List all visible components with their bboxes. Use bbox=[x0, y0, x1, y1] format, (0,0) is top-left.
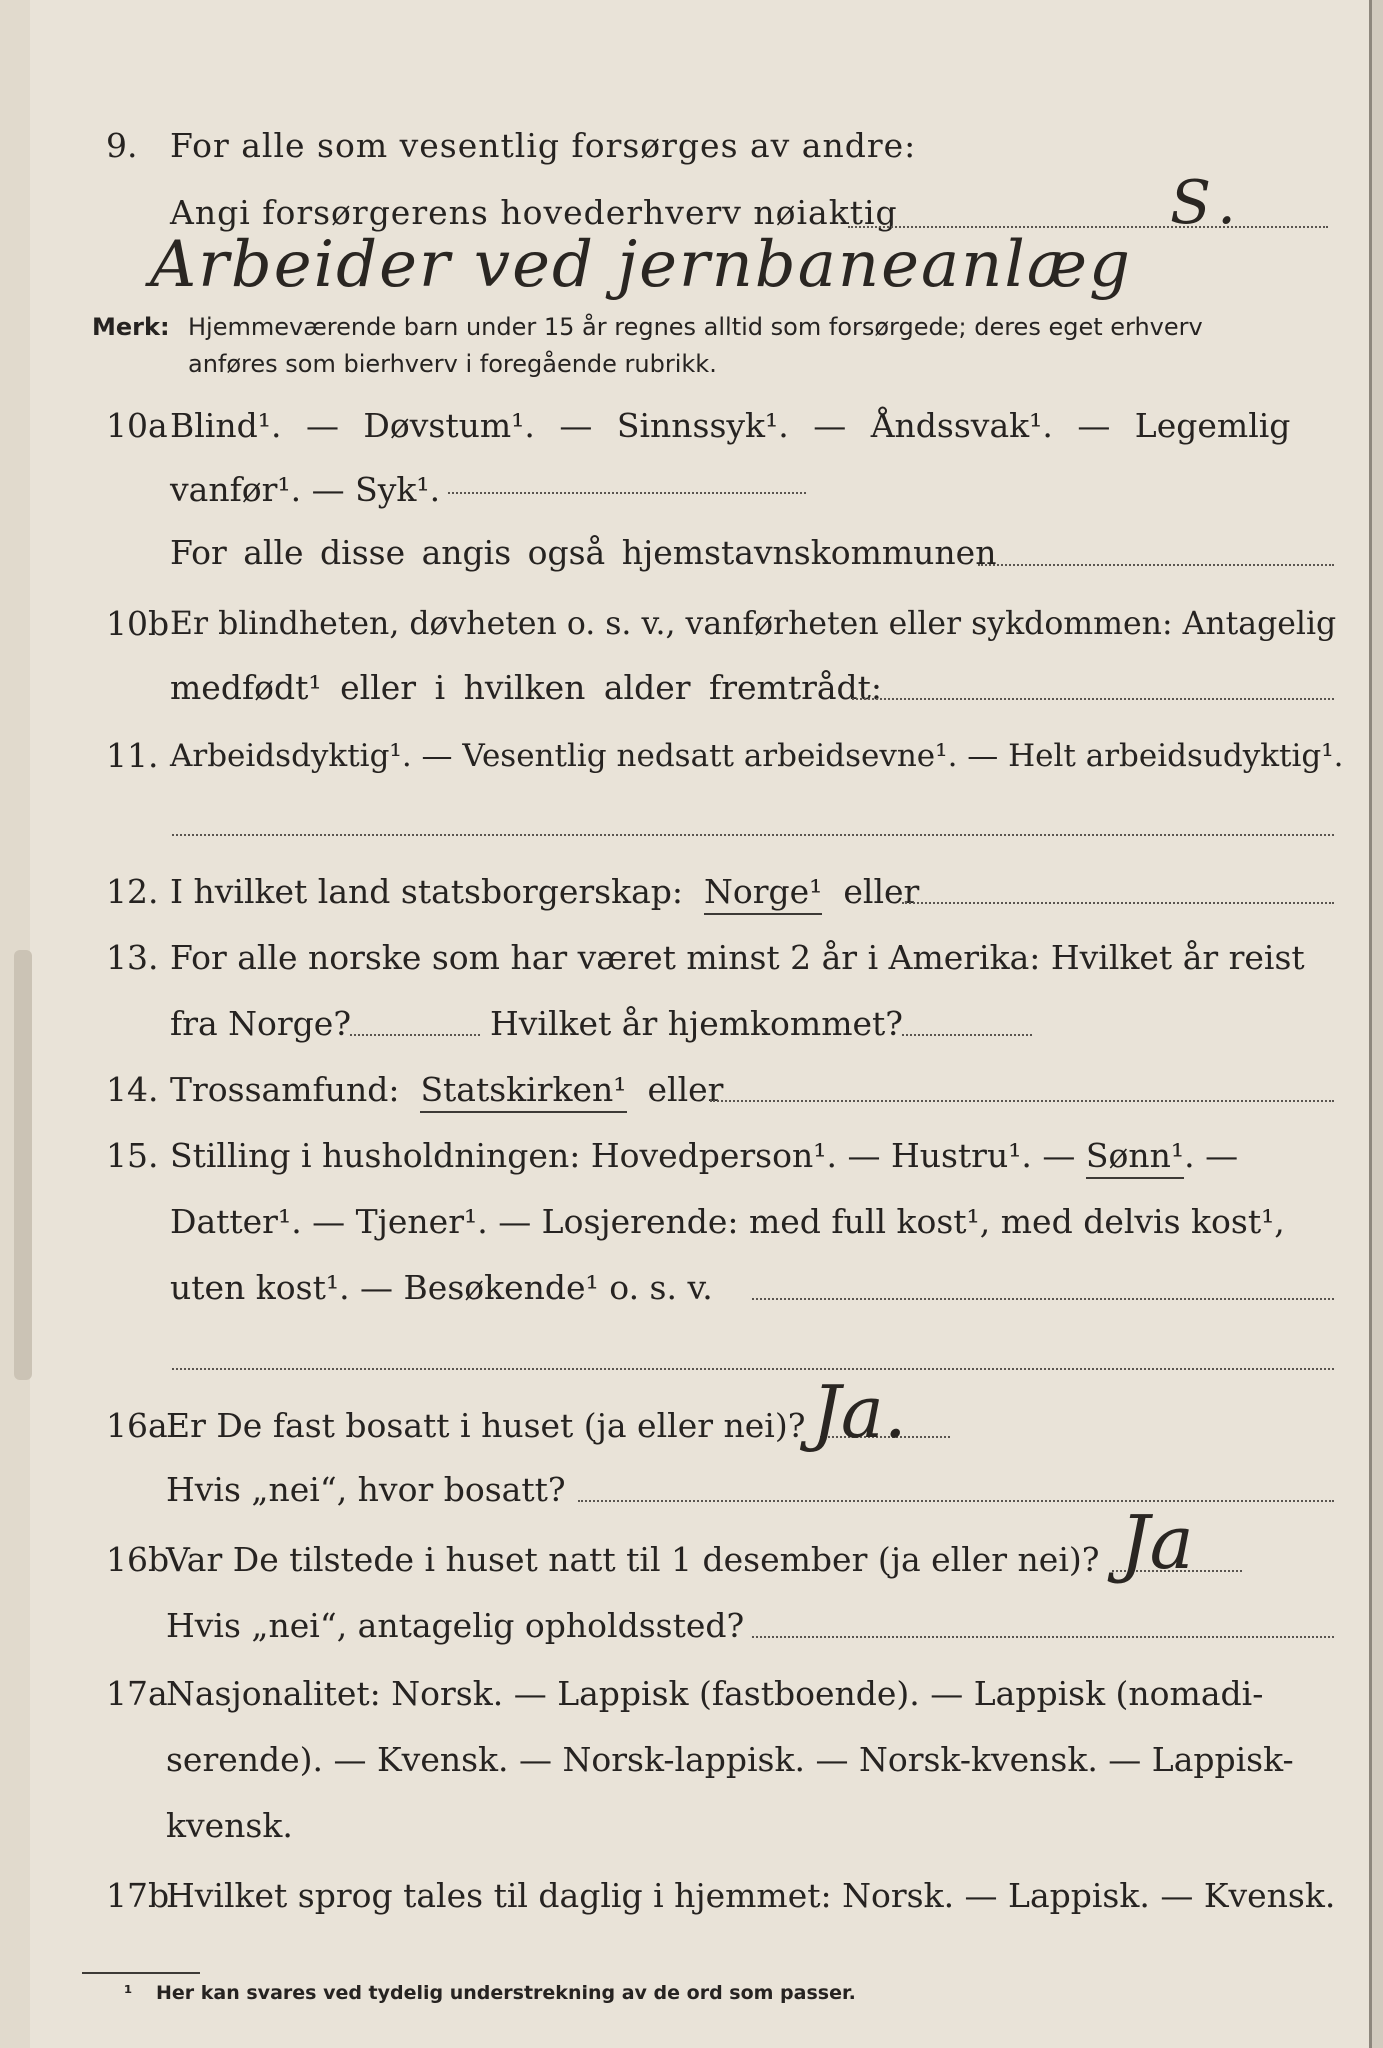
q12-number: 12. bbox=[106, 872, 159, 911]
q17b-line1: Hvilket sprog tales til daglig i hjemmet: Norsk. — Lappisk. — Kvensk. bbox=[166, 1876, 1336, 1915]
q16b-line1: Var De tilstede i huset natt til 1 desember (ja eller nei)? bbox=[166, 1540, 1100, 1579]
merk-line1: Hjemmeværende barn under 15 år regnes alltid som forsørgede; deres eget erhverv bbox=[188, 313, 1203, 341]
q15-line1-end: . — bbox=[1184, 1136, 1239, 1175]
q17a-line2: serende). — Kvensk. — Norsk-lappisk. — Norsk-kvensk. — Lappisk- bbox=[166, 1740, 1294, 1779]
q13-hjemkommet-fill-line bbox=[902, 1034, 1032, 1036]
q15-line1-text: Stilling i husholdningen: Hovedperson¹. — Hustru¹. — bbox=[170, 1136, 1076, 1175]
q16a-line1: Er De fast bosatt i huset (ja eller nei)? bbox=[166, 1406, 806, 1445]
q9-line1: For alle som vesentlig forsørges av andre: bbox=[170, 126, 917, 165]
q17a-line3: kvensk. bbox=[166, 1806, 293, 1845]
q15-line2: Datter¹. — Tjener¹. — Losjerende: med full kost¹, med delvis kost¹, bbox=[170, 1202, 1285, 1241]
q17a-line1: Nasjonalitet: Norsk. — Lappisk (fastboende). — Lappisk (nomadi- bbox=[166, 1674, 1264, 1713]
q12-eller: eller bbox=[843, 872, 920, 911]
footnote-rule bbox=[82, 1972, 200, 1974]
q11-fill-line bbox=[172, 834, 1334, 836]
q10a-syk-fill-line bbox=[448, 492, 806, 494]
page-wear-mark bbox=[14, 950, 32, 1380]
q10a-line2: vanfør¹. — Syk¹. bbox=[170, 470, 441, 509]
q10b-number: 10b bbox=[106, 604, 170, 643]
q14-option-statskirken: Statskirken¹ bbox=[420, 1070, 626, 1113]
q9-line2: Angi forsørgerens hovederhverv nøiaktig bbox=[170, 193, 898, 232]
q12-fill-line bbox=[902, 902, 1334, 904]
merk-label bbox=[92, 307, 170, 347]
q10a-hjemstavn-fill-line bbox=[978, 564, 1334, 566]
q14-line bbox=[170, 1060, 723, 1120]
q14-text: Trossamfund: bbox=[170, 1070, 400, 1109]
q11-line1: Arbeidsdyktig¹. — Vesentlig nedsatt arbeidsevne¹. — Helt arbeidsudyktig¹. bbox=[170, 738, 1344, 774]
q17b-number: 17b bbox=[106, 1876, 170, 1915]
q16b-opholdssted-fill-line bbox=[752, 1636, 1334, 1638]
merk-line2: anføres som bierhverv i foregående rubrikk. bbox=[188, 350, 717, 378]
q12-text: I hvilket land statsborgerskap: bbox=[170, 872, 684, 911]
q9-handwritten-s: S. bbox=[1170, 168, 1245, 238]
q10b-line2: medfødt¹ eller i hvilken alder fremtrådt: bbox=[170, 668, 883, 707]
q12-option-norge: Norge¹ bbox=[704, 872, 822, 915]
q11-number: 11. bbox=[106, 736, 159, 775]
q13-line1: For alle norske som har været minst 2 år i Amerika: Hvilket år reist bbox=[170, 938, 1305, 977]
q17a-number: 17a bbox=[106, 1674, 168, 1713]
q12-line bbox=[170, 862, 919, 922]
q9-handwritten-answer: Arbeider ved jernbaneanlæg bbox=[150, 228, 1132, 302]
q13-reist-fill-line bbox=[350, 1034, 480, 1036]
q13-number: 13. bbox=[106, 938, 159, 977]
q10a-number: 10a bbox=[106, 406, 168, 445]
q15-fill-line bbox=[752, 1298, 1334, 1300]
merk-label-text: Merk: bbox=[92, 313, 170, 341]
q15-fill-line-2 bbox=[172, 1368, 1334, 1370]
q16b-number: 16b bbox=[106, 1540, 170, 1579]
q15-line1 bbox=[170, 1126, 1238, 1186]
q15-line3: uten kost¹. — Besøkende¹ o. s. v. bbox=[170, 1268, 713, 1307]
footnote-text: Her kan svares ved tydelig understrekning av de ord som passer. bbox=[156, 1982, 856, 2004]
q16a-bosatt-fill-line bbox=[578, 1500, 1334, 1502]
q15-option-sonn: Sønn¹ bbox=[1086, 1136, 1184, 1179]
q10b-line1: Er blindheten, døvheten o. s. v., vanførheten eller sykdommen: Antagelig bbox=[170, 606, 1337, 642]
q15-number: 15. bbox=[106, 1136, 159, 1175]
q16a-number: 16a bbox=[106, 1406, 168, 1445]
q10a-line1: Blind¹. — Døvstum¹. — Sinnssyk¹. — Åndssvak¹. — Legemlig bbox=[170, 406, 1291, 445]
q14-fill-line bbox=[710, 1100, 1334, 1102]
footnote-mark: ¹ bbox=[124, 1982, 133, 2004]
q16b-handwritten-ja: Ja bbox=[1120, 1500, 1194, 1586]
q16a-handwritten-ja: Ja. bbox=[812, 1370, 907, 1454]
q14-eller: eller bbox=[647, 1070, 724, 1109]
page-right-edge bbox=[1369, 0, 1383, 2048]
q16a-line2: Hvis „nei“, hvor bosatt? bbox=[166, 1470, 566, 1509]
q9-number: 9. bbox=[106, 126, 138, 165]
q14-number: 14. bbox=[106, 1070, 159, 1109]
q16b-line2: Hvis „nei“, antagelig opholdssted? bbox=[166, 1606, 745, 1645]
q13-line2a: fra Norge? bbox=[170, 1004, 352, 1043]
q10b-fill-line bbox=[852, 698, 1334, 700]
q13-line2b: Hvilket år hjemkommet? bbox=[490, 1004, 903, 1043]
q10a-line3: For alle disse angis også hjemstavnskommunen bbox=[170, 533, 997, 572]
